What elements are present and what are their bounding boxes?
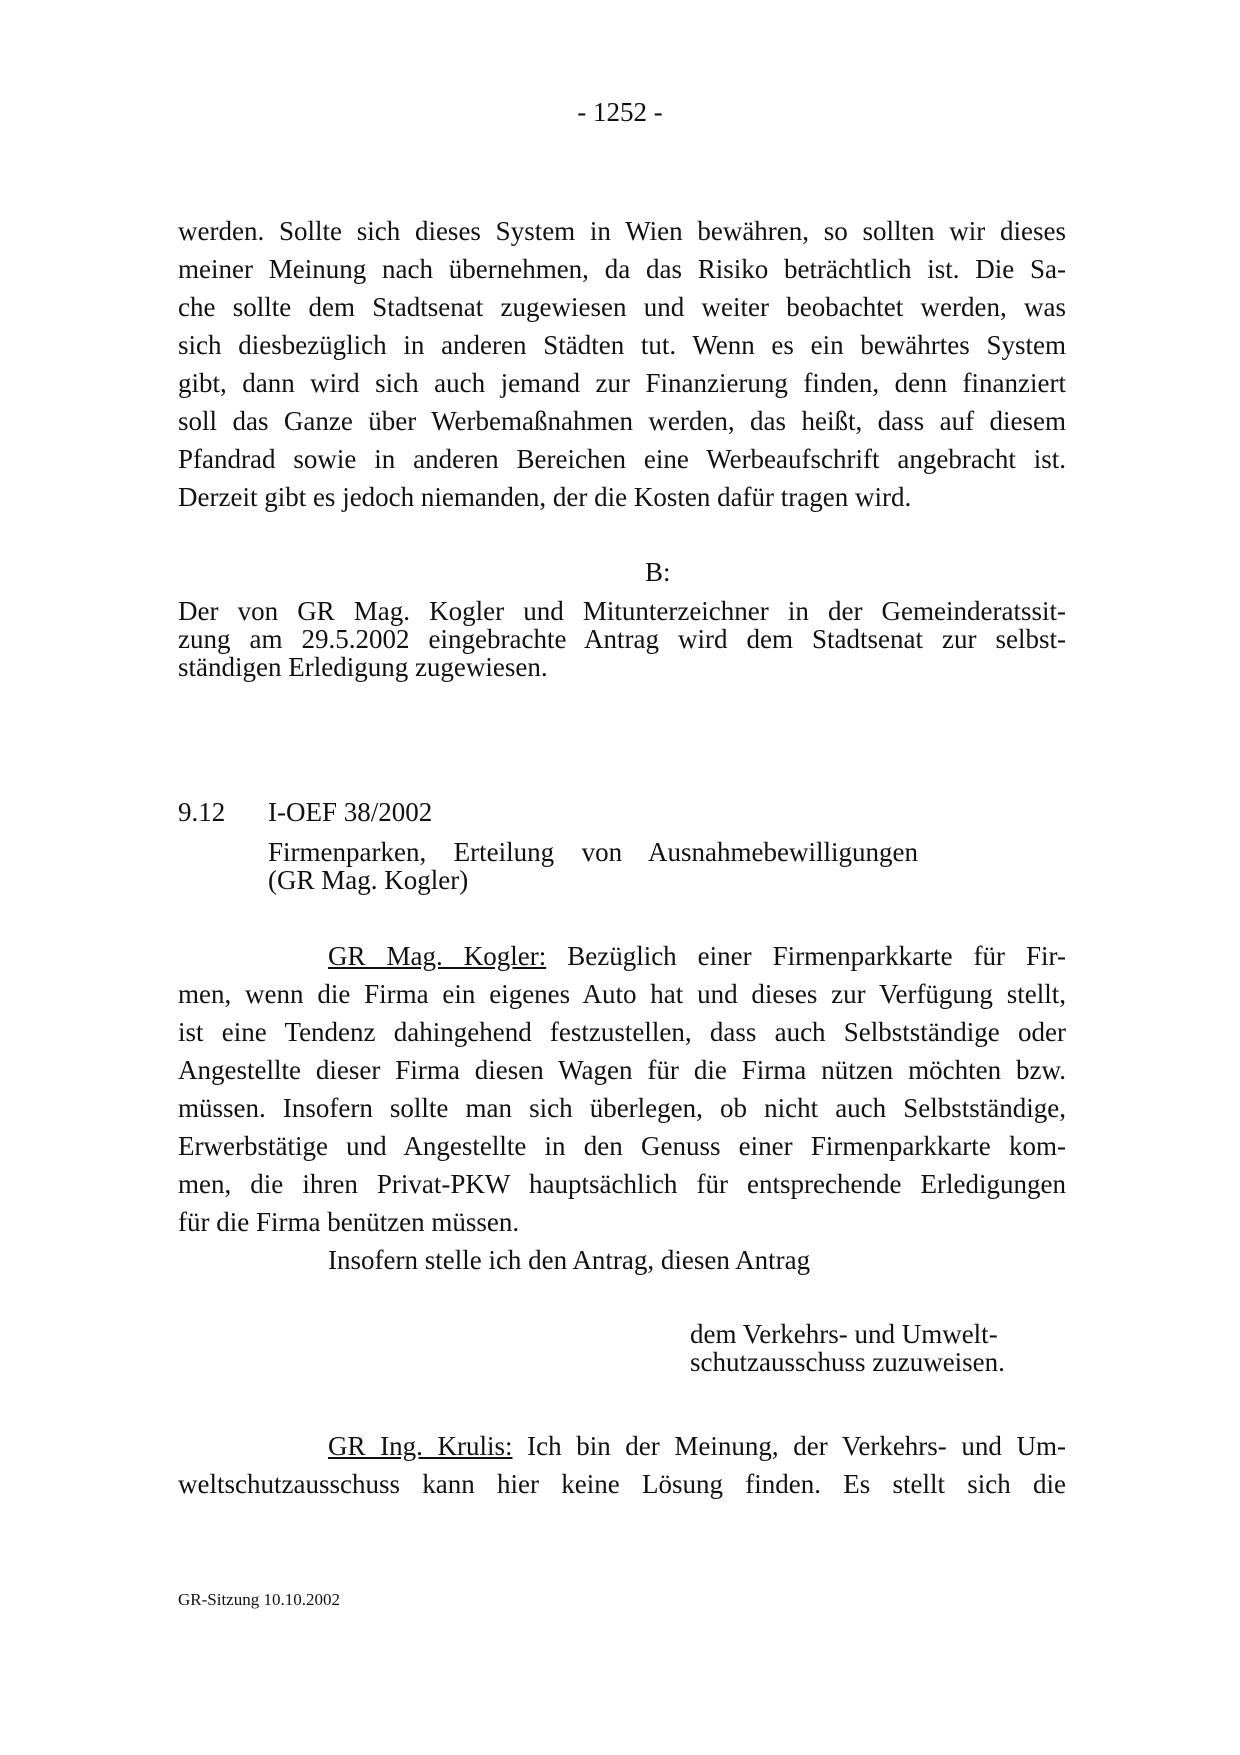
motion-text: Insofern stelle ich den Antrag, diesen Antrag <box>328 1245 811 1275</box>
paragraph-continuation <box>178 212 1066 516</box>
text-line: ist eine Tendenz dahingehend festzustellen, dass auch Selbstständige oder <box>178 1017 1066 1047</box>
motion-quote <box>690 1320 1035 1376</box>
text-line: Pfandrad sowie in anderen Bereichen eine Werbeaufschrift angebracht ist. <box>178 444 1066 474</box>
text-line: ständigen Erledigung zugewiesen. <box>178 652 548 682</box>
text-line <box>178 1241 1066 1279</box>
text-line: weltschutzausschuss kann hier keine Lösung finden. Es stellt sich die <box>178 1469 1066 1499</box>
speech-text: Bezüglich einer Firmenparkkarte für Fir- <box>567 941 1066 971</box>
footer: GR-Sitzung 10.10.2002 <box>178 1590 340 1609</box>
speech-krulis <box>178 1427 1066 1503</box>
agenda-item-sponsor: (GR Mag. Kogler) <box>268 865 469 895</box>
text-line <box>178 937 1066 975</box>
text-line: meiner Meinung nach übernehmen, da das Risiko beträchtlich ist. Die Sa- <box>178 254 1066 284</box>
section-b-resolution <box>178 597 1066 681</box>
speaker-name: GR Ing. Krulis: <box>328 1431 513 1461</box>
speech-text: Ich bin der Meinung, der Verkehrs- und Um- <box>527 1431 1067 1461</box>
text-line: gibt, dann wird sich auch jemand zur Finanzierung finden, denn finanziert <box>178 368 1066 398</box>
text-line: Angestellte dieser Firma diesen Wagen für die Firma nützen möchten bzw. <box>178 1055 1066 1085</box>
text-line: zung am 29.5.2002 eingebrachte Antrag wird dem Stadtsenat zur selbst- <box>178 624 1066 654</box>
agenda-item-title-line: Firmenparken, Erteilung von Ausnahmebewilligungen <box>268 837 918 867</box>
motion-quote-line: dem Verkehrs- und Umwelt- <box>690 1319 998 1349</box>
agenda-item-code: I-OEF 38/2002 <box>268 797 433 827</box>
speech-kogler <box>178 937 1066 1279</box>
page-number: - 1252 - <box>577 97 663 127</box>
text-line: men, die ihren Privat-PKW hauptsächlich für entsprechende Erledigungen <box>178 1169 1066 1199</box>
motion-quote-line: schutzausschuss zuzuweisen. <box>690 1347 1005 1377</box>
text-line <box>178 1427 1066 1465</box>
agenda-item-title <box>268 838 918 894</box>
text-line: Erwerbstätige und Angestellte in den Genuss einer Firmenparkkarte kom- <box>178 1131 1066 1161</box>
text-line: für die Firma benützen müssen. <box>178 1207 520 1237</box>
text-line: werden. Sollte sich dieses System in Wien bewähren, so sollten wir dieses <box>178 216 1066 246</box>
text-line: soll das Ganze über Werbemaßnahmen werden, das heißt, dass auf diesem <box>178 406 1066 436</box>
speaker-name: GR Mag. Kogler: <box>328 941 547 971</box>
text-line: sich diesbezüglich in anderen Städten tut. Wenn es ein bewährtes System <box>178 330 1066 360</box>
text-line: che sollte dem Stadtsenat zugewiesen und weiter beobachtet werden, was <box>178 292 1066 322</box>
text-line: müssen. Insofern sollte man sich überlegen, ob nicht auch Selbstständige, <box>178 1093 1066 1123</box>
text-line: Der von GR Mag. Kogler und Mitunterzeichner in der Gemeinderatssit- <box>178 596 1066 626</box>
text-line: Derzeit gibt es jedoch niemanden, der die Kosten dafür tragen wird. <box>178 482 912 512</box>
agenda-item-number: 9.12 <box>178 797 226 827</box>
text-line: men, wenn die Firma ein eigenes Auto hat und dieses zur Verfügung stellt, <box>178 979 1066 1009</box>
section-b-label: B: <box>645 557 671 587</box>
